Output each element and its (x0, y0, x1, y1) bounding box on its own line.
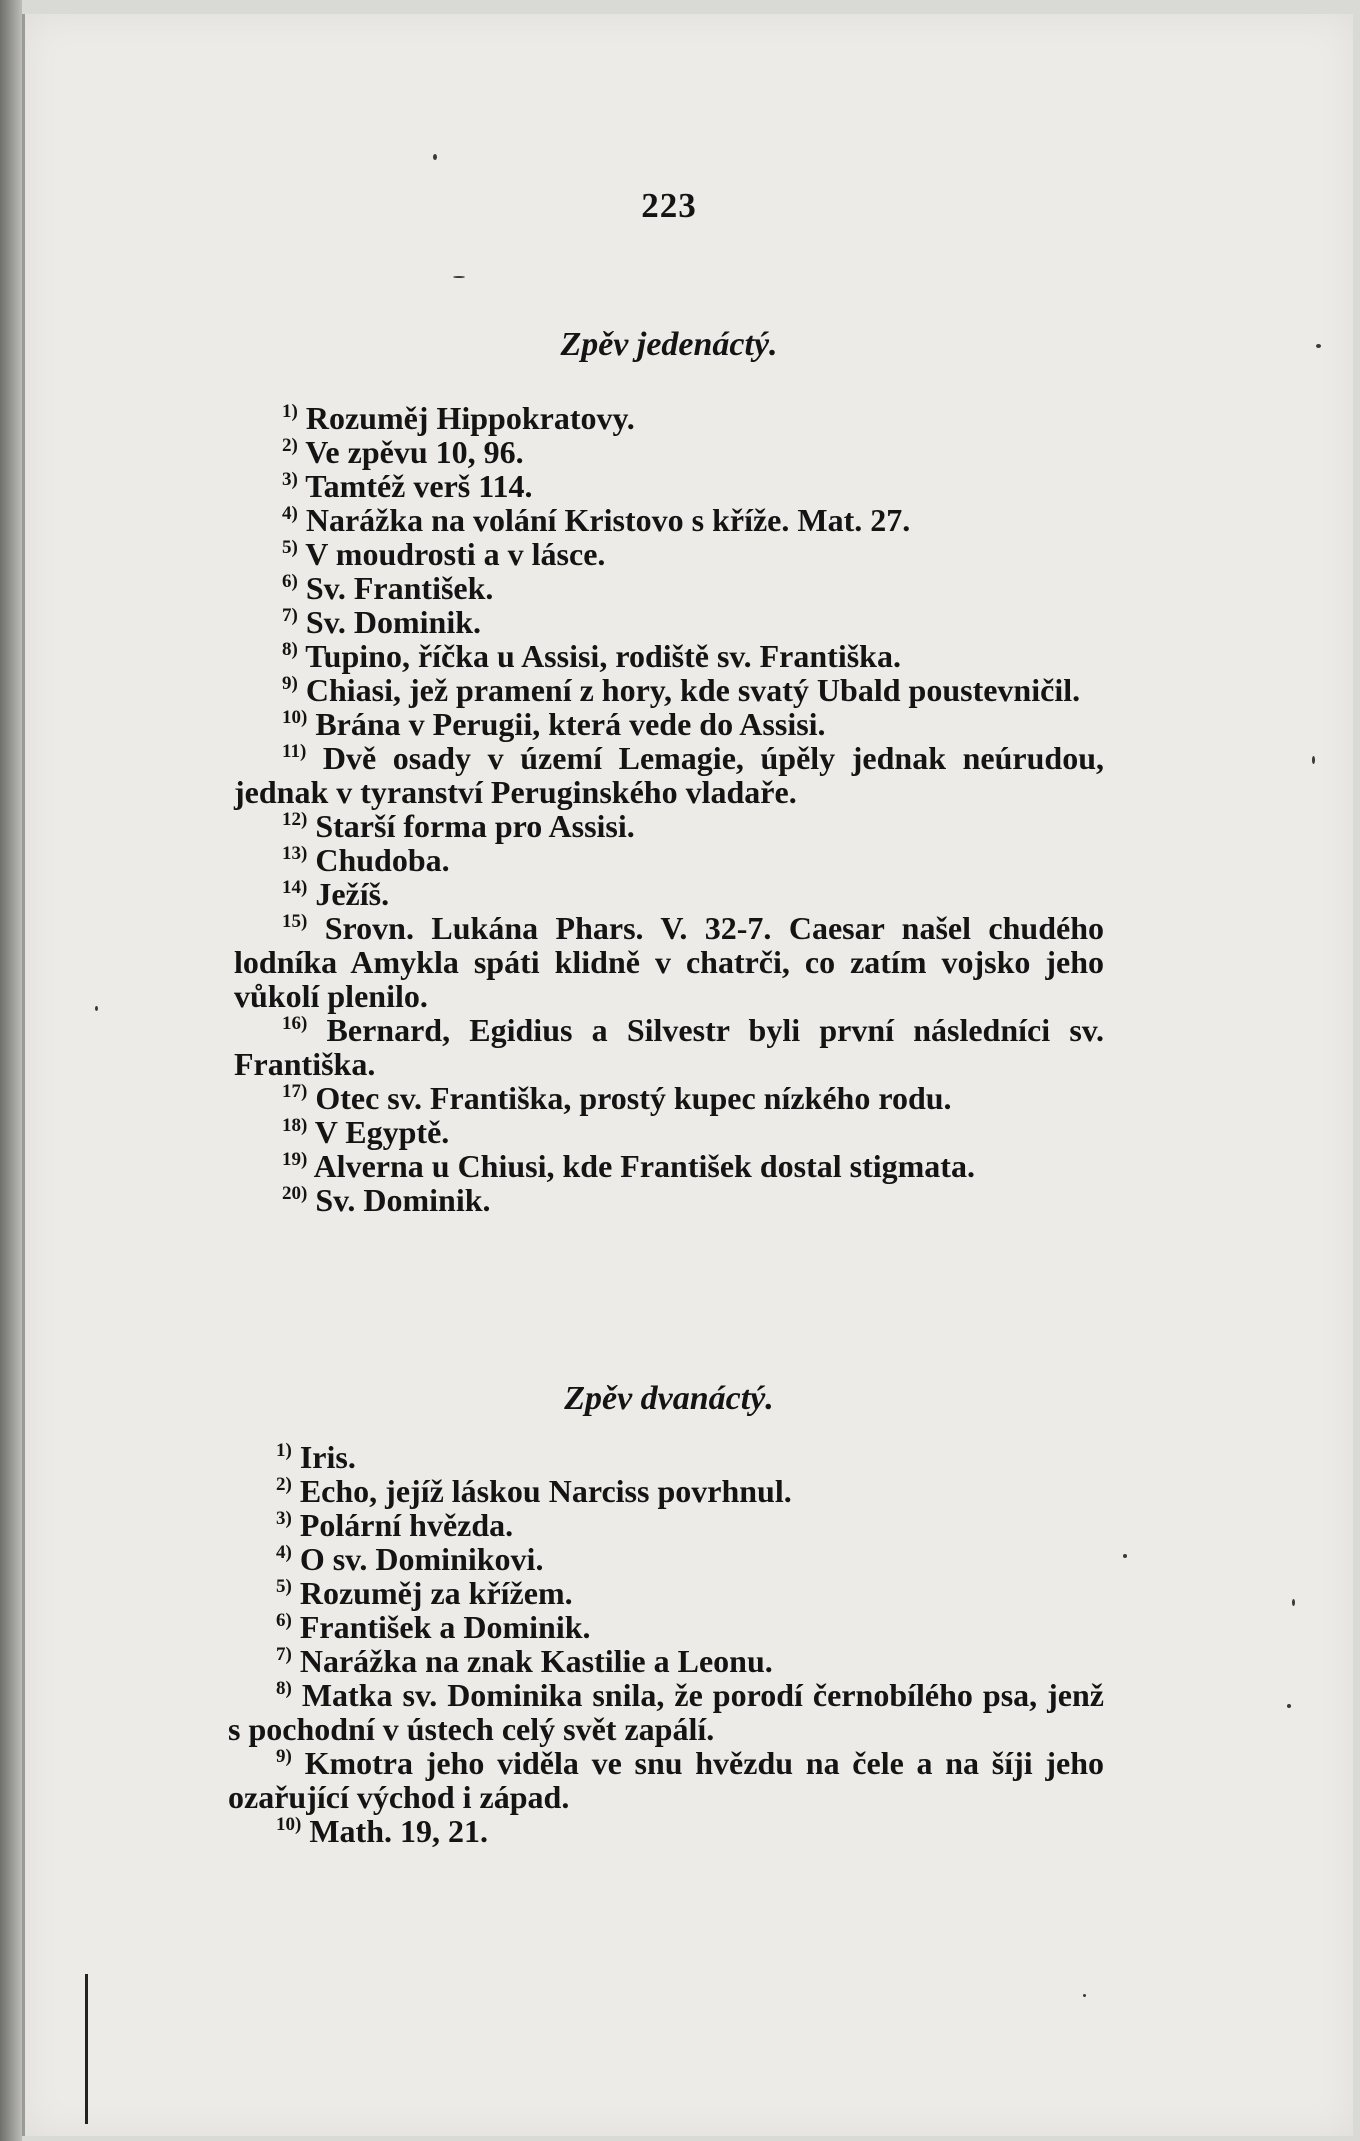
footnote-text: Sv. Dominik. (315, 1182, 491, 1218)
margin-rule (85, 1974, 88, 2124)
footnote (234, 503, 1104, 537)
footnote-number: 10) (282, 707, 308, 728)
footnote (228, 1746, 1104, 1814)
footnote (234, 605, 1104, 639)
footnote-number: 16) (282, 1013, 308, 1034)
footnote-number: 14) (282, 877, 308, 898)
footnote-text: Sv. Dominik. (305, 604, 481, 640)
footnote-text: Kmotra jeho viděla ve snu hvězdu na čele a na šíji jeho ozařující východ i západ. (228, 1745, 1105, 1815)
footnote-number: 20) (282, 1183, 308, 1204)
footnote-text: Alverna u Chiusi, kde František dostal stigmata. (313, 1148, 975, 1184)
footnote (234, 1013, 1104, 1081)
footnote-text: Sv. František. (305, 570, 494, 606)
footnote-number: 18) (282, 1115, 308, 1136)
footnote-text: Iris. (299, 1439, 356, 1475)
footnote (228, 1610, 1104, 1644)
footnote-number: 1) (276, 1440, 292, 1461)
footnote (234, 435, 1104, 469)
footnote-number: 13) (282, 843, 308, 864)
footnote-text: Rozuměj za křížem. (299, 1575, 573, 1611)
footnote (228, 1474, 1104, 1508)
footnote-text: Ve zpěvu 10, 96. (305, 434, 524, 470)
footnote (234, 843, 1104, 877)
footnote-text: Narážka na znak Kastilie a Leonu. (299, 1643, 773, 1679)
footnote-number: 11) (282, 741, 307, 762)
footnote-number: 5) (276, 1576, 292, 1597)
footnote-text: Echo, jejíž láskou Narciss povrhnul. (299, 1473, 792, 1509)
footnote-number: 3) (282, 469, 298, 490)
footnote-text: Math. 19, 21. (309, 1813, 488, 1849)
footnote-number: 2) (276, 1474, 292, 1495)
footnote-number: 6) (282, 571, 298, 592)
footnote (228, 1678, 1104, 1746)
footnote-text: Otec sv. Františka, prostý kupec nízkého rodu. (315, 1080, 952, 1116)
footnote (234, 911, 1104, 1013)
footnote-text: Bernard, Egidius a Silvestr byli první následníci sv. Františka. (234, 1012, 1105, 1082)
section-heading-11: Zpěv jedenáctý. (560, 326, 778, 363)
footnote-number: 12) (282, 809, 308, 830)
footnote-text: Narážka na volání Kristovo s kříže. Mat. 27. (305, 502, 911, 538)
footnote (234, 707, 1104, 741)
footnote-number: 9) (276, 1746, 292, 1767)
footnote (228, 1508, 1104, 1542)
footnote-text: Polární hvězda. (299, 1507, 514, 1543)
footnote (228, 1542, 1104, 1576)
footnote-number: 17) (282, 1081, 308, 1102)
footnote-text: Chudoba. (315, 842, 450, 878)
footnote (234, 877, 1104, 911)
footnote-number: 9) (282, 673, 298, 694)
footnote-text: František a Dominik. (299, 1609, 591, 1645)
footnote-number: 8) (282, 639, 298, 660)
footnote (234, 1183, 1104, 1217)
footnote (228, 1644, 1104, 1678)
footnote-text: Ježíš. (315, 876, 390, 912)
book-page (22, 14, 1353, 2136)
footnote-text: O sv. Dominikovi. (299, 1541, 544, 1577)
footnote (228, 1440, 1104, 1474)
footnote (234, 1081, 1104, 1115)
notes-list-11 (234, 401, 1104, 1217)
footnote-text: Matka sv. Dominika snila, že porodí černobílého psa, jenž s pochodní v ústech celý svět zapálí. (228, 1677, 1105, 1747)
footnote (234, 673, 1104, 707)
footnote-number: 10) (276, 1814, 302, 1835)
footnote-text: Rozuměj Hippokratovy. (305, 400, 635, 436)
footnote (234, 537, 1104, 571)
footnote-text: Chiasi, jež pramení z hory, kde svatý Ubald poustevničil. (305, 672, 1081, 708)
footnote-number: 3) (276, 1508, 292, 1529)
section-heading-12: Zpěv dvanáctý. (564, 1380, 774, 1417)
footnote-number: 6) (276, 1610, 292, 1631)
notes-list-12 (228, 1440, 1104, 1848)
footnote-text: Starší forma pro Assisi. (315, 808, 635, 844)
footnote (234, 1149, 1104, 1183)
footnote-number: 7) (282, 605, 298, 626)
footnote (234, 401, 1104, 435)
footnote (234, 639, 1104, 673)
footnote-text: Brána v Perugii, která vede do Assisi. (315, 706, 826, 742)
footnote (234, 1115, 1104, 1149)
footnote (234, 571, 1104, 605)
footnote-number: 7) (276, 1644, 292, 1665)
footnote-text: V moudrosti a v lásce. (305, 536, 606, 572)
footnote-number: 1) (282, 401, 298, 422)
footnote-text: Dvě osady v území Lemagie, úpěly jednak neúrudou, jednak v tyranství Peruginského vladaře. (234, 740, 1105, 810)
footnote-number: 4) (276, 1542, 292, 1563)
book-spine-shadow (0, 0, 22, 2141)
footnote (228, 1576, 1104, 1610)
footnote-number: 2) (282, 435, 298, 456)
footnote-number: 8) (276, 1678, 292, 1699)
footnote-number: 15) (282, 911, 308, 932)
footnote-text: Tupino, říčka u Assisi, rodiště sv. Františka. (305, 638, 901, 674)
page-number: 223 (641, 186, 697, 225)
footnote (234, 809, 1104, 843)
footnote (234, 741, 1104, 809)
footnote-text: Srovn. Lukána Phars. V. 32-7. Caesar našel chudého lodníka Amykla spáti klidně v chatrči, co zatím vojsko jeho vůkolí plenilo. (234, 910, 1105, 1014)
footnote (228, 1814, 1104, 1848)
footnote-number: 4) (282, 503, 298, 524)
footnote-text: Tamtéž verš 114. (305, 468, 533, 504)
footnote (234, 469, 1104, 503)
footnote-number: 19) (282, 1149, 308, 1170)
footnote-number: 5) (282, 537, 298, 558)
footnote-text: V Egyptě. (314, 1114, 450, 1150)
